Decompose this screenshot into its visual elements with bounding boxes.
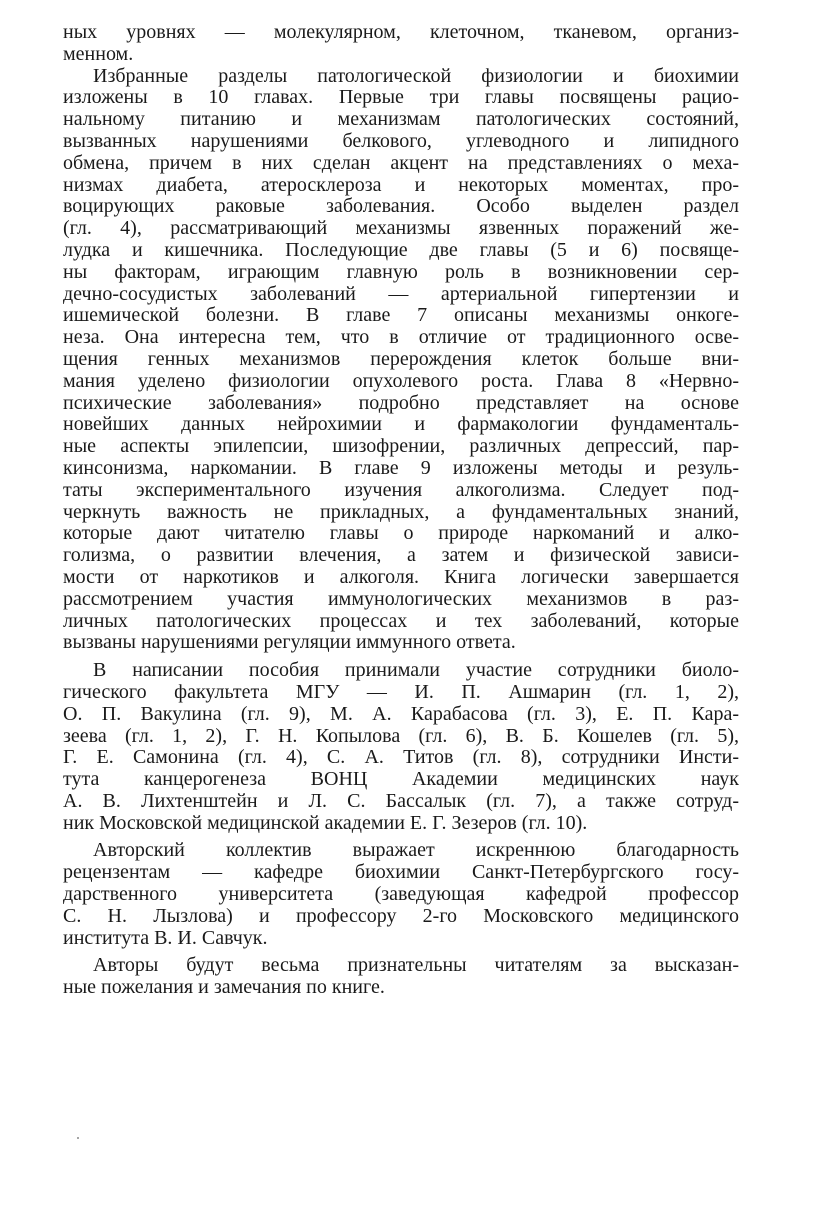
text-line: мания уделено физиологии опухолевого роста. Глава 8 «Нервно- <box>63 369 739 392</box>
text-line: которые дают читателю главы о природе наркоманий и алко- <box>63 522 739 545</box>
text-line: Избранные разделы патологической физиологии и биохимии <box>93 64 739 87</box>
text-line: нальному питанию и механизмам патологических состояний, <box>63 108 739 131</box>
text-line: голизма, о развитии влечения, а затем и физической зависи- <box>63 544 739 567</box>
text-line: Г. Е. Самонина (гл. 4), С. А. Титов (гл. 8), сотрудники Инсти- <box>63 746 739 769</box>
paragraph-closing <box>63 955 739 999</box>
text-line: Авторы будут весьма признательны читателям за высказан- <box>93 954 739 977</box>
text-line: рецензентам — кафедре биохимии Санкт-Петербургского госу- <box>63 861 739 884</box>
text-line: В написании пособия принимали участие сотрудники биоло- <box>93 659 739 682</box>
text-line: низмах диабета, атеросклероза и некоторых моментах, про- <box>63 173 739 196</box>
text-line: психические заболевания» подробно представляет на основе <box>63 391 739 414</box>
paragraph-chapters-overview <box>63 66 739 655</box>
text-line: дечно-сосудистых заболеваний — артериальной гипертензии и <box>63 282 739 305</box>
paragraph-acknowledgements <box>63 840 739 949</box>
text-line: новейших данных нейрохимии и фармакологии фундаменталь- <box>63 413 739 436</box>
text-line: ные пожелания и замечания по книге. <box>63 976 385 999</box>
text-line: личных патологических процессах и тех заболеваний, которые <box>63 609 739 632</box>
document-page <box>63 22 739 999</box>
text-line: рассмотрением участия иммунологических механизмов в раз- <box>63 587 739 610</box>
text-line: О. П. Вакулина (гл. 9), М. А. Карабасова (гл. 3), Е. П. Кара- <box>63 702 739 725</box>
paragraph-continuation <box>63 22 739 66</box>
text-line: (гл. 4), рассматривающий механизмы язвенных поражений же- <box>63 217 739 240</box>
text-line: гического факультета МГУ — И. П. Ашмарин (гл. 1, 2), <box>63 680 739 703</box>
text-line: С. Н. Лызлова) и профессору 2-го Московского медицинского <box>63 904 739 927</box>
text-line: дарственного университета (заведующая кафедрой профессор <box>63 883 739 906</box>
text-line: вызванных нарушениями белкового, углеводного и липидного <box>63 129 739 152</box>
text-line: ные аспекты эпилепсии, шизофрении, различных депрессий, пар- <box>63 435 739 458</box>
text-line: неза. Она интересна тем, что в отличие от традиционного осве- <box>63 326 739 349</box>
page-speck <box>77 1137 79 1139</box>
text-line: кинсонизма, наркомании. В главе 9 изложены методы и резуль- <box>63 456 739 479</box>
text-line: черкнуть важность не прикладных, а фундаментальных знаний, <box>63 500 739 523</box>
text-line: ишемической болезни. В главе 7 описаны механизмы онкоге- <box>63 304 739 327</box>
text-line: вызваны нарушениями регуляции иммунного ответа. <box>63 631 516 654</box>
text-line: менном. <box>63 42 134 65</box>
text-line: зеева (гл. 1, 2), Г. Н. Копылова (гл. 6), В. Б. Кошелев (гл. 5), <box>63 724 739 747</box>
text-line: изложены в 10 главах. Первые три главы посвящены рацио- <box>63 86 739 109</box>
text-line: лудка и кишечника. Последующие две главы (5 и 6) посвяще- <box>63 238 739 261</box>
text-line: щения генных механизмов перерождения клеток больше вни- <box>63 347 739 370</box>
text-line: Авторский коллектив выражает искреннюю благодарность <box>93 839 739 862</box>
text-line: таты экспериментального изучения алкоголизма. Следует под- <box>63 478 739 501</box>
text-line: ны факторам, играющим главную роль в возникновении сер- <box>63 260 739 283</box>
text-line: ных уровнях — молекулярном, клеточном, тканевом, организ- <box>63 21 739 43</box>
text-line: ник Московской медицинской академии Е. Г. Зезеров (гл. 10). <box>63 811 588 834</box>
text-line: тута канцерогенеза ВОНЦ Академии медицинских наук <box>63 768 739 791</box>
text-line: мости от наркотиков и алкоголя. Книга логически завершается <box>63 565 739 588</box>
text-line: воцирующих раковые заболевания. Особо выделен раздел <box>63 195 739 218</box>
text-line: обмена, причем в них сделан акцент на представлениях о меха- <box>63 151 739 174</box>
text-line: А. В. Лихтенштейн и Л. С. Бассалык (гл. 7), а также сотруд- <box>63 789 739 812</box>
text-line: института В. И. Савчук. <box>63 926 268 949</box>
paragraph-contributors <box>63 660 739 834</box>
